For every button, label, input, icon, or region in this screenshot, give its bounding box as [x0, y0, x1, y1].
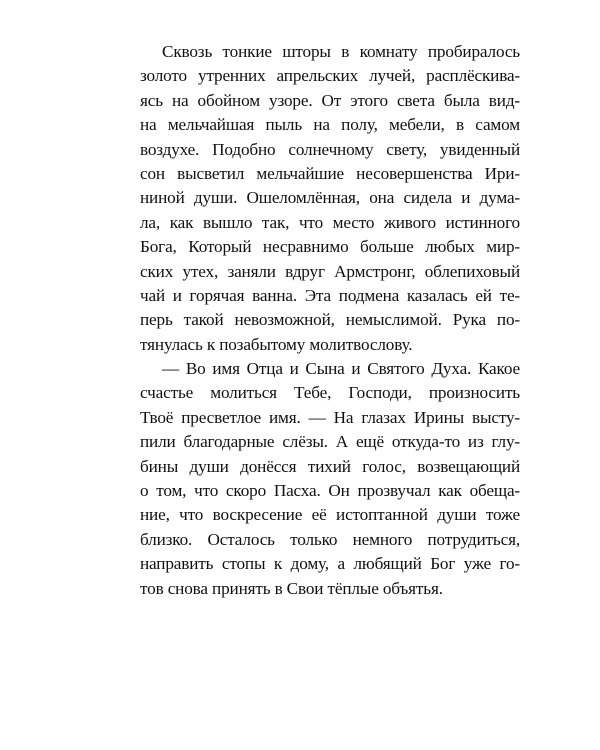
- body-text: [140, 40, 520, 601]
- text-line: близко. Осталось только немного потрудиться,: [140, 529, 520, 549]
- text-line: ла, как вышло так, что место живого истинного: [140, 212, 520, 232]
- text-line: бины души донёсся тихий голос, возвещающий: [140, 456, 520, 476]
- text-line: счастье молиться Тебе, Господи, произносить: [140, 383, 520, 403]
- text-line: чай и горячая ванна. Эта подмена казалась ей те-: [140, 285, 520, 305]
- text-line: направить стопы к дому, а любящий Бог уже го-: [140, 554, 520, 574]
- text-line: Твоё пресветлое имя. — На глазах Ирины высту-: [140, 407, 520, 427]
- text-line: перь такой невозможной, немыслимой. Рука по-: [140, 310, 520, 330]
- text-line: Сквозь тонкие шторы в комнату пробиралось: [162, 42, 520, 61]
- text-line: ясь на обойном узоре. От этого света была вид-: [140, 90, 520, 110]
- text-line: — Во имя Отца и Сына и Святого Духа. Какое: [162, 359, 520, 379]
- text-line: пили благодарные слёзы. А ещё откуда-то из глу-: [140, 432, 520, 452]
- text-line: ниной души. Ошеломлённая, она сидела и дума-: [140, 188, 520, 208]
- text-line: на мельчайшая пыль на полу, мебели, в самом: [140, 115, 520, 135]
- text-line: о том, что скоро Пасха. Он прозвучал как обеща-: [140, 481, 520, 501]
- text-line: золото утренних апрельских лучей, расплёскива-: [140, 66, 520, 86]
- text-line: воздухе. Подобно солнечному свету, увиденный: [140, 139, 520, 159]
- text-line: Бога, Который несравнимо больше любых мир-: [140, 237, 520, 257]
- text-line: тянулась к позабытому молитвослову.: [140, 334, 413, 354]
- text-line: тов снова принять в Свои тёплые объятья.: [140, 578, 443, 598]
- text-line: сон высветил мельчайшие несовершенства Ири-: [140, 163, 520, 183]
- text-line: ских утех, заняли вдруг Армстронг, облепиховый: [140, 261, 520, 281]
- text-line: ние, что воскресение её истоптанной души тоже: [140, 505, 520, 525]
